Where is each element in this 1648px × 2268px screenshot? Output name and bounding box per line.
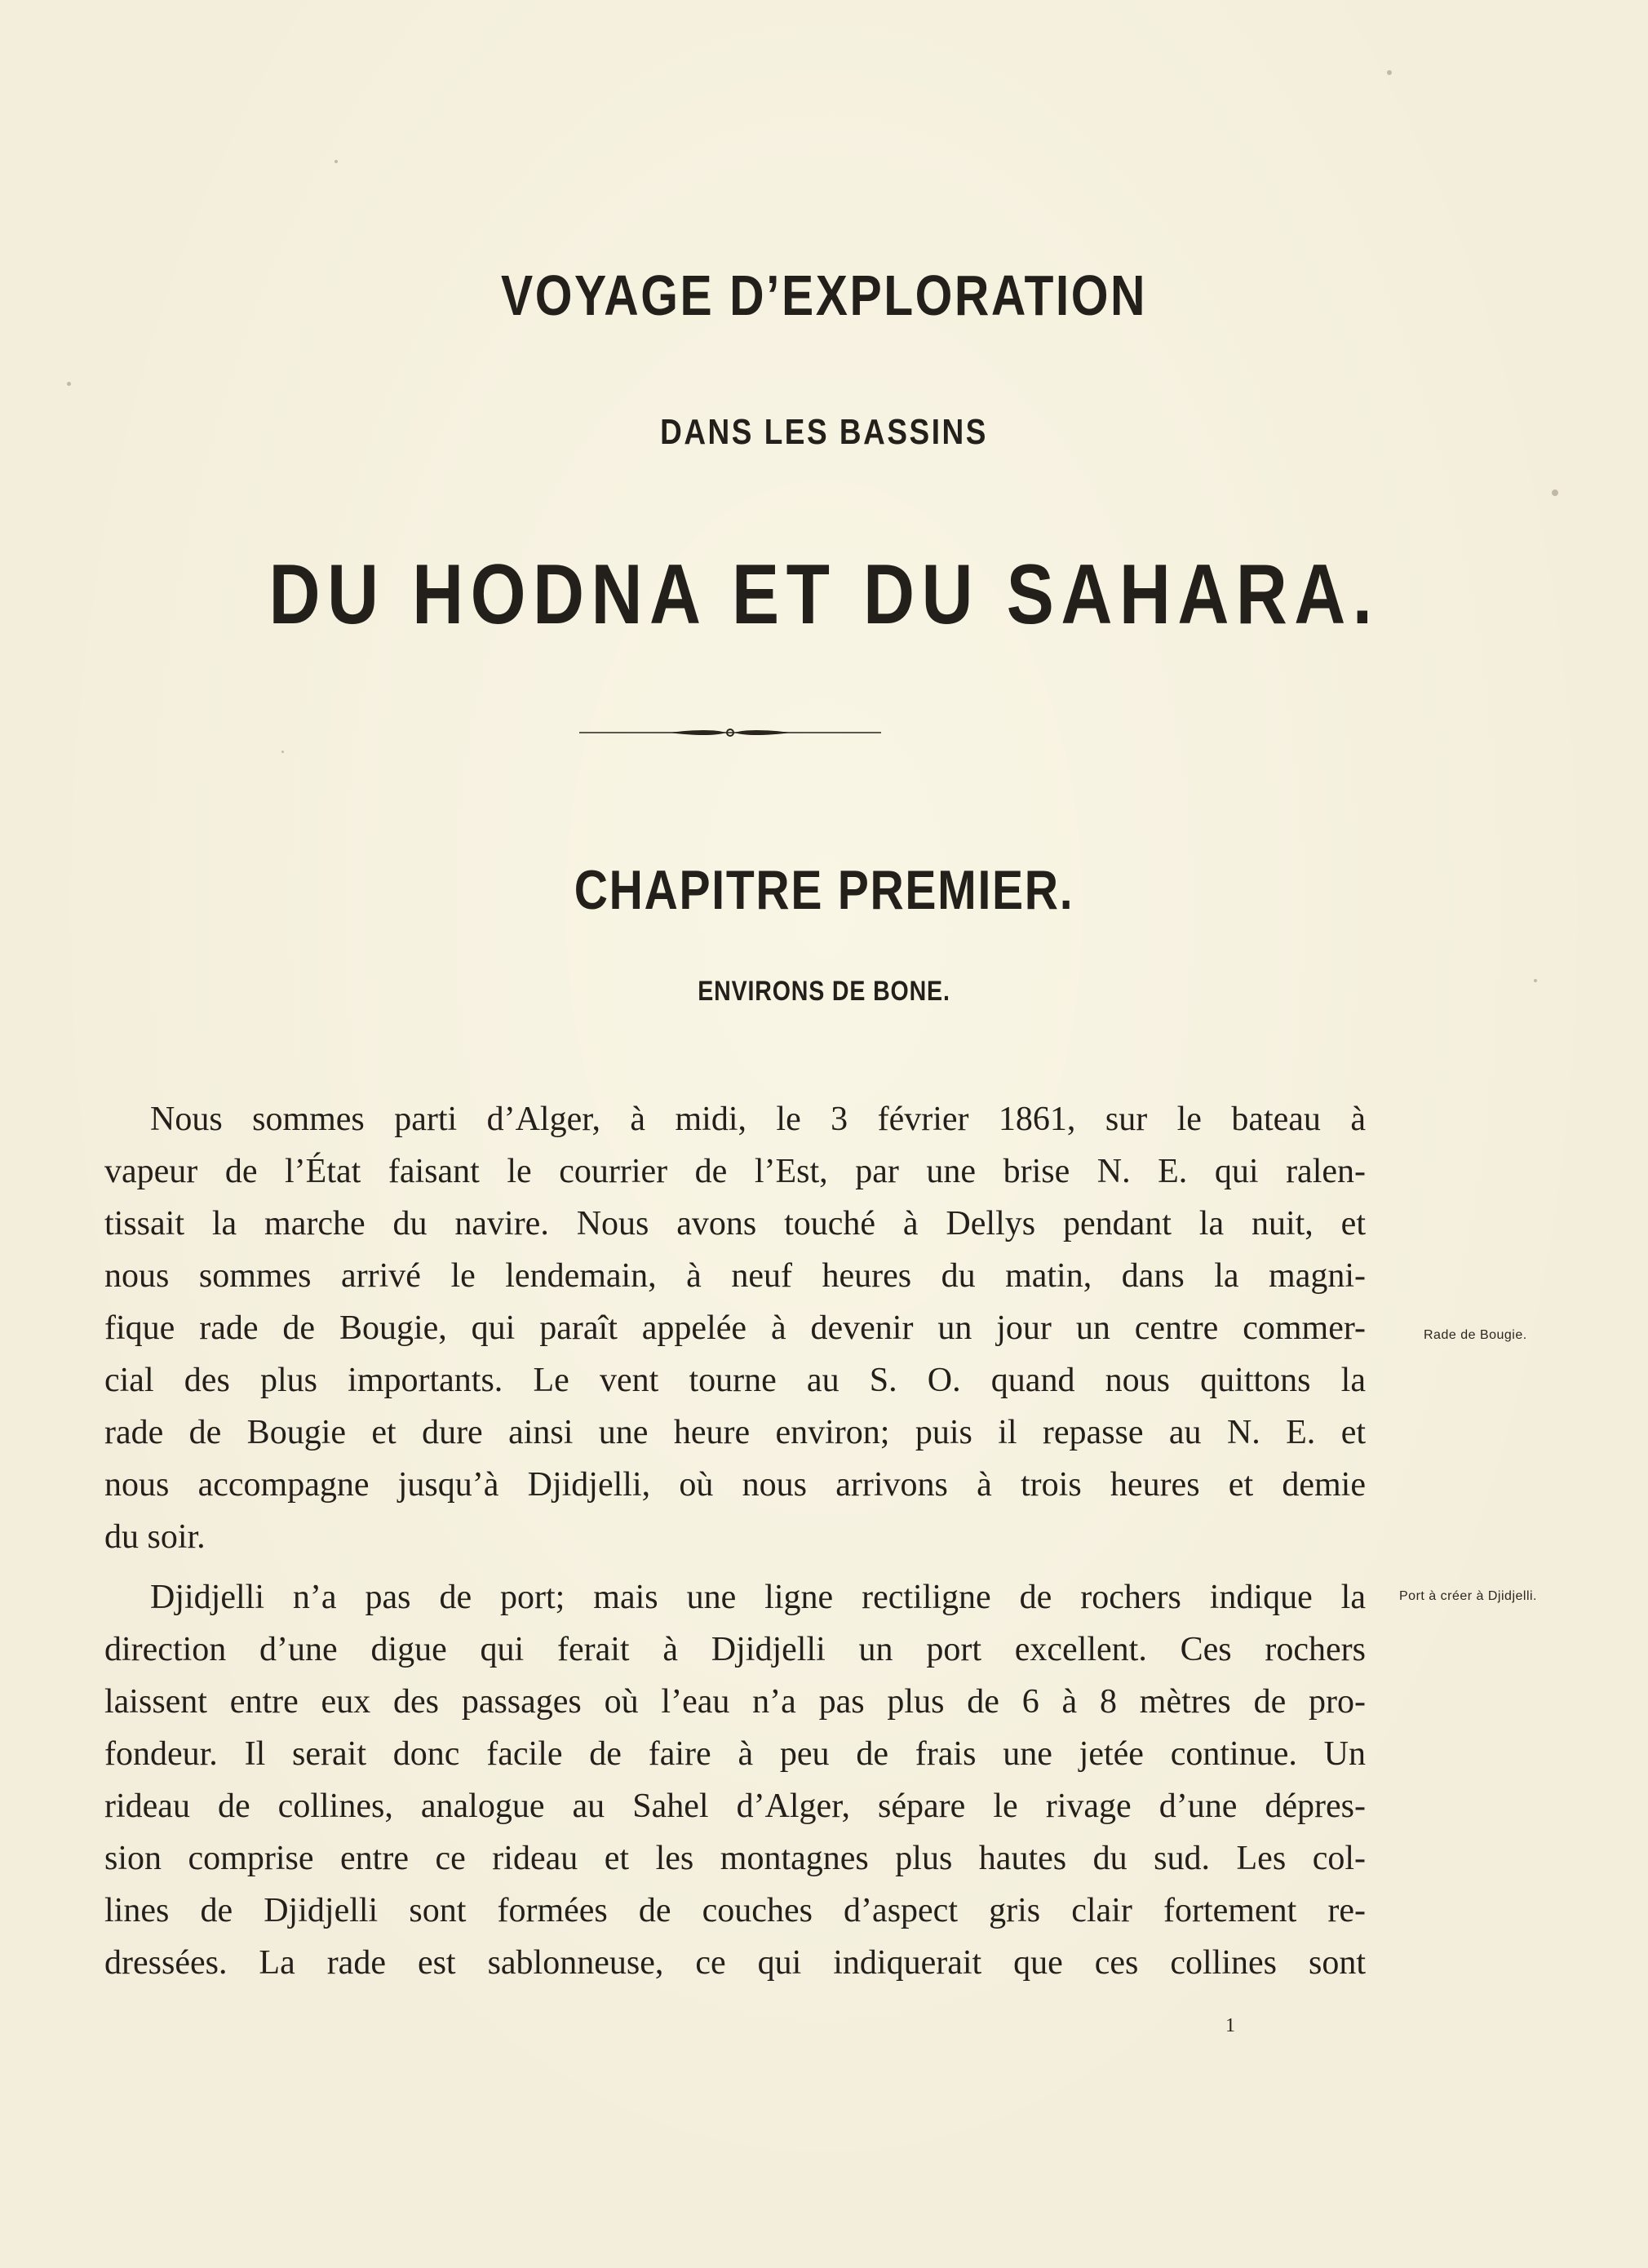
paper-speck	[67, 382, 71, 386]
body-line: Nous sommes parti d’Alger, à midi, le 3 février 1861, sur le bateau à	[150, 1101, 1366, 1138]
chapter-heading: CHAPITRE PREMIER.	[574, 859, 1074, 921]
title-main: VOYAGE D’EXPLORATION	[500, 264, 1148, 327]
body-line: fique rade de Bougie, qui paraît appelée à devenir un jour un centre commer-	[104, 1309, 1366, 1347]
section-heading: ENVIRONS DE BONE.	[698, 976, 950, 1007]
body-line: rideau de collines, analogue au Sahel d’Alger, sépare le rivage d’une dépres-	[104, 1787, 1366, 1825]
body-line: lines de Djidjelli sont formées de couches d’aspect gris clair fortement re-	[104, 1892, 1366, 1929]
paper-speck	[281, 751, 284, 753]
body-line: du soir.	[104, 1518, 206, 1556]
body-line: dressées. La rade est sablonneuse, ce qui indiquerait que ces collines sont	[104, 1944, 1366, 1982]
body-line: sion comprise entre ce rideau et les montagnes plus hautes du sud. Les col-	[104, 1840, 1366, 1877]
page-number: 1	[1225, 2015, 1235, 2036]
body-line: nous sommes arrivé le lendemain, à neuf heures du matin, dans la magni-	[104, 1257, 1366, 1295]
margin-note-port-djidjelli: Port à créer à Djidjelli.	[1399, 1589, 1537, 1603]
body-line: Djidjelli n’a pas de port; mais une ligne rectiligne de rochers indique la	[150, 1579, 1366, 1616]
body-line: laissent entre eux des passages où l’eau n’a pas plus de 6 à 8 mètres de pro-	[104, 1683, 1366, 1721]
body-line: tissait la marche du navire. Nous avons touché à Dellys pendant la nuit, et	[104, 1205, 1366, 1243]
title-big: DU HODNA ET DU SAHARA.	[268, 547, 1380, 642]
paper-speck	[1387, 70, 1392, 75]
body-line: cial des plus importants. Le vent tourne au S. O. quand nous quittons la	[104, 1362, 1366, 1399]
body-line: vapeur de l’État faisant le courrier de l’Est, par une brise N. E. qui ralen-	[104, 1153, 1366, 1190]
body-line: nous accompagne jusqu’à Djidjelli, où nous arrivons à trois heures et demie	[104, 1466, 1366, 1504]
paper-speck	[1534, 979, 1537, 982]
body-line: rade de Bougie et dure ainsi une heure environ; puis il repasse au N. E. et	[104, 1414, 1366, 1451]
body-line: fondeur. Il serait donc facile de faire à peu de frais une jetée continue. Un	[104, 1735, 1366, 1773]
paper-speck	[334, 160, 338, 163]
ornament-rule-icon	[579, 723, 881, 742]
margin-note-rade-bougie: Rade de Bougie.	[1424, 1328, 1527, 1342]
title-sub: DANS LES BASSINS	[660, 412, 988, 452]
body-line: direction d’une digue qui ferait à Djidjelli un port excellent. Ces rochers	[104, 1631, 1366, 1668]
paper-speck	[1552, 489, 1558, 496]
